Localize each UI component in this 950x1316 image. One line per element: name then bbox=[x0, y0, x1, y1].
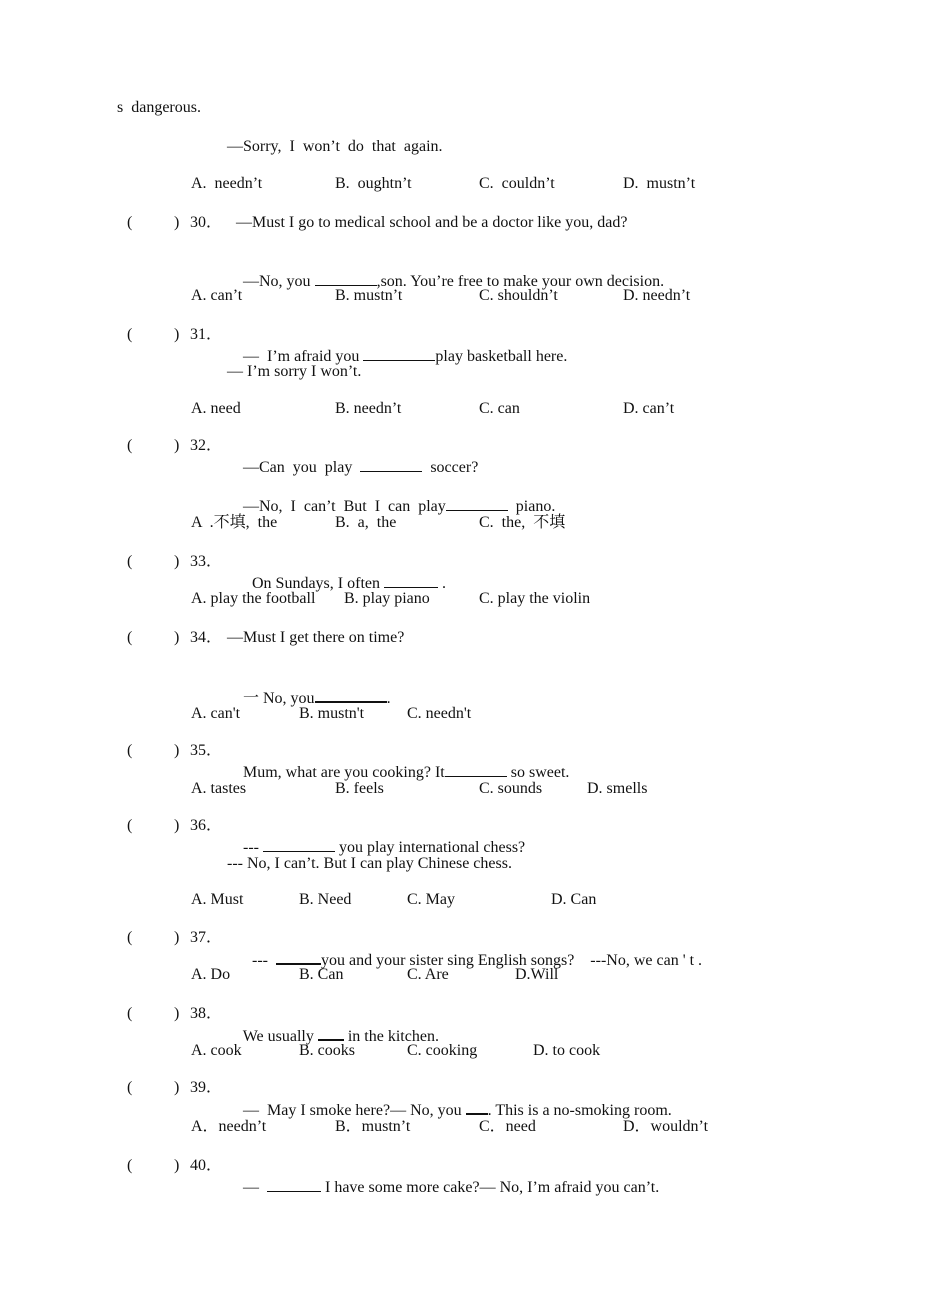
option-b: B. oughtn’t bbox=[335, 175, 412, 192]
question-number: 31． bbox=[190, 326, 223, 343]
option-b: B．mustn’t bbox=[335, 1118, 411, 1135]
question-number: 32． bbox=[190, 437, 223, 454]
option-a: A. can't bbox=[191, 705, 241, 722]
question-number: 40． bbox=[190, 1157, 223, 1174]
text: ,son. You’re free to make your own decision. bbox=[376, 273, 665, 290]
answer-paren-right: ) bbox=[174, 929, 180, 946]
answer-paren-left: ( bbox=[127, 1005, 133, 1022]
answer-paren-right: ) bbox=[174, 553, 180, 570]
question-number: 30． bbox=[190, 214, 223, 231]
question-stem: —Must I go to medical school and be a doctor like you, dad? bbox=[236, 214, 628, 231]
option-d: D. mustn’t bbox=[623, 175, 696, 192]
text: On Sundays, I often bbox=[252, 575, 384, 592]
question-number: 35． bbox=[190, 742, 223, 759]
option-c: C. sounds bbox=[479, 780, 543, 797]
answer-paren-left: ( bbox=[127, 326, 133, 343]
option-a: A. cook bbox=[191, 1042, 242, 1059]
option-b: B. a, the bbox=[335, 514, 397, 531]
text: play basketball here. bbox=[435, 348, 568, 365]
option-a: A. can’t bbox=[191, 287, 243, 304]
continuation-text: s dangerous. bbox=[117, 99, 201, 116]
text: I have some more cake?— No, I’m afraid you can’t. bbox=[321, 1179, 660, 1196]
option-d: D. Can bbox=[551, 891, 597, 908]
option-a: A. need bbox=[191, 400, 241, 417]
option-a: A. play the football bbox=[191, 590, 316, 607]
answer-paren-left: ( bbox=[127, 214, 133, 231]
question-line-2: --- No, I can’t. But I can play Chinese chess. bbox=[227, 855, 512, 872]
answer-paren-right: ) bbox=[174, 1005, 180, 1022]
option-b: B. feels bbox=[335, 780, 384, 797]
option-b: B. play piano bbox=[344, 590, 430, 607]
question-stem bbox=[227, 1078, 672, 1141]
option-a: A. Do bbox=[191, 966, 231, 983]
option-c: C. can bbox=[479, 400, 520, 417]
answer-paren-left: ( bbox=[127, 742, 133, 759]
answer-blank bbox=[445, 761, 507, 777]
question-stem bbox=[227, 1156, 659, 1218]
answer-paren-left: ( bbox=[127, 629, 133, 646]
answer-paren-left: ( bbox=[127, 1079, 133, 1096]
question-stem: —Must I get there on time? bbox=[227, 629, 405, 646]
answer-paren-right: ) bbox=[174, 817, 180, 834]
text: soccer? bbox=[422, 459, 479, 476]
answer-paren-left: ( bbox=[127, 437, 133, 454]
option-c: C. cooking bbox=[407, 1042, 478, 1059]
option-a: A. Must bbox=[191, 891, 244, 908]
option-b: B. cooks bbox=[299, 1042, 355, 1059]
text: --- bbox=[252, 952, 276, 969]
question-number: 39． bbox=[190, 1079, 223, 1096]
text: . bbox=[437, 575, 446, 592]
answer-blank bbox=[315, 686, 387, 703]
text: . bbox=[386, 690, 391, 707]
option-d: D.Will bbox=[515, 966, 559, 983]
answer-blank bbox=[276, 948, 321, 965]
answer-paren-left: ( bbox=[127, 817, 133, 834]
answer-paren-right: ) bbox=[174, 326, 180, 343]
answer-blank bbox=[315, 270, 377, 286]
option-c: C. the, 不填 bbox=[479, 514, 566, 531]
option-b: B. Can bbox=[299, 966, 344, 983]
text: --- bbox=[243, 839, 263, 856]
answer-paren-right: ) bbox=[174, 214, 180, 231]
text: —No, you bbox=[243, 273, 315, 290]
question-number: 36． bbox=[190, 817, 223, 834]
text: 一 No, you bbox=[243, 690, 315, 707]
option-c: C. May bbox=[407, 891, 455, 908]
answer-blank bbox=[466, 1098, 488, 1115]
answer-blank bbox=[384, 572, 438, 588]
option-b: B. mustn't bbox=[299, 705, 365, 722]
option-c: C. play the violin bbox=[479, 590, 591, 607]
option-c: C. shouldn’t bbox=[479, 287, 558, 304]
answer-blank bbox=[263, 836, 335, 852]
answer-paren-right: ) bbox=[174, 437, 180, 454]
answer-blank bbox=[360, 456, 422, 472]
option-c: C. needn't bbox=[407, 705, 472, 722]
answer-blank bbox=[446, 495, 508, 511]
option-a: A. tastes bbox=[191, 780, 247, 797]
answer-paren-left: ( bbox=[127, 1157, 133, 1174]
answer-blank bbox=[363, 345, 435, 361]
text: you play international chess? bbox=[334, 839, 526, 856]
text: you and your sister sing English songs? ---No, we can ' t . bbox=[320, 952, 703, 969]
option-d: D. smells bbox=[587, 780, 648, 797]
text: —Can you play bbox=[243, 459, 361, 476]
option-a: A．needn’t bbox=[191, 1118, 267, 1135]
option-b: B. needn’t bbox=[335, 400, 402, 417]
answer-paren-left: ( bbox=[127, 929, 133, 946]
option-a: A .不填, the bbox=[191, 514, 278, 531]
text: —No, I can’t But I can play bbox=[243, 498, 446, 515]
answer-paren-right: ) bbox=[174, 629, 180, 646]
option-c: C. Are bbox=[407, 966, 449, 983]
option-b: B. Need bbox=[299, 891, 352, 908]
option-d: D．wouldn’t bbox=[623, 1118, 709, 1135]
answer-paren-right: ) bbox=[174, 1157, 180, 1174]
option-d: D. can’t bbox=[623, 400, 675, 417]
text: . This is a no-smoking room. bbox=[487, 1102, 672, 1119]
question-number: 33． bbox=[190, 553, 223, 570]
text: so sweet. bbox=[506, 764, 570, 781]
question-line-2: — I’m sorry I won’t. bbox=[227, 363, 362, 380]
question-line-2 bbox=[227, 250, 664, 312]
text: — bbox=[243, 1179, 267, 1196]
question-number: 34． bbox=[190, 629, 223, 646]
question-number: 38． bbox=[190, 1005, 223, 1022]
text: — May I smoke here?— No, you bbox=[243, 1102, 466, 1119]
option-c: C. couldn’t bbox=[479, 175, 555, 192]
answer-blank bbox=[318, 1024, 344, 1041]
option-d: D. to cook bbox=[533, 1042, 601, 1059]
option-d: D. needn’t bbox=[623, 287, 691, 304]
text: Mum, what are you cooking? It bbox=[243, 764, 445, 781]
text: piano. bbox=[507, 498, 556, 515]
text: in the kitchen. bbox=[343, 1028, 439, 1045]
question-number: 37． bbox=[190, 929, 223, 946]
response-line: —Sorry, I won’t do that again. bbox=[227, 138, 443, 155]
option-b: B. mustn’t bbox=[335, 287, 403, 304]
answer-blank bbox=[267, 1176, 321, 1192]
answer-paren-right: ) bbox=[174, 742, 180, 759]
answer-paren-right: ) bbox=[174, 1079, 180, 1096]
option-a: A. needn’t bbox=[191, 175, 263, 192]
text: — I’m afraid you bbox=[243, 348, 364, 365]
text: We usually bbox=[242, 1028, 318, 1045]
answer-paren-left: ( bbox=[127, 553, 133, 570]
option-c: C．need bbox=[479, 1118, 536, 1135]
